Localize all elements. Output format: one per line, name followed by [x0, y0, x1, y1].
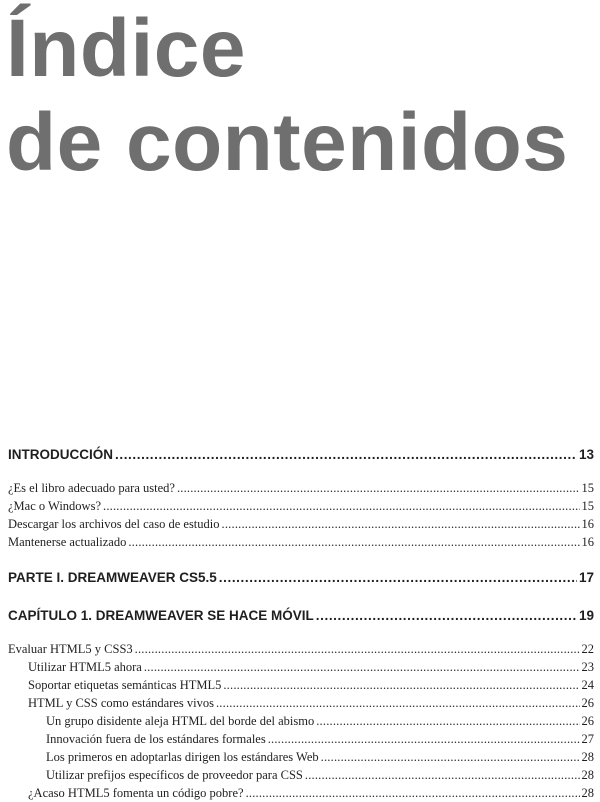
dot-leader [222, 515, 580, 533]
toc-entry-label: HTML y CSS como estándares vivos [28, 696, 214, 710]
toc-page-number: 26 [581, 714, 594, 728]
page-title [6, 2, 568, 190]
dot-leader [103, 497, 580, 515]
dot-leader [135, 640, 580, 658]
toc-page-number: 28 [581, 750, 594, 764]
dot-leader [321, 748, 580, 766]
toc-entry-label: ¿Mac o Windows? [8, 499, 101, 513]
toc-entry-label: Mantenerse actualizado [8, 535, 127, 549]
toc-section-title: PARTE I. DREAMWEAVER CS5.5 [8, 570, 217, 585]
toc-entry-label: Utilizar HTML5 ahora [28, 660, 142, 674]
toc-entry-label: Innovación fuera de los estándares formales [46, 732, 266, 746]
page-title-line-2: de contenidos [6, 97, 569, 188]
toc-page-number: 26 [581, 696, 594, 710]
toc-entry-label: Un grupo disidente aleja HTML del borde del abismo [46, 714, 315, 728]
dot-leader [216, 694, 580, 712]
toc-entry[interactable] [8, 712, 594, 730]
toc-section-title: INTRODUCCIÓN [8, 447, 113, 462]
dot-leader [268, 730, 580, 748]
toc-page-number: 13 [578, 447, 594, 462]
toc-entry-label: ¿Es el libro adecuado para usted? [8, 481, 175, 495]
toc-entry-label: Evaluar HTML5 y CSS3 [8, 642, 133, 656]
dot-leader [115, 444, 577, 466]
dot-leader [223, 676, 579, 694]
toc-page-number: 22 [581, 642, 594, 656]
dot-leader [144, 658, 580, 676]
toc-entry[interactable] [8, 748, 594, 766]
toc-section-introduccion[interactable] [8, 444, 594, 466]
toc-entry[interactable] [8, 784, 594, 802]
toc-entry-label: Utilizar prefijos específicos de proveedor para CSS [46, 768, 303, 782]
toc-entry-label: Los primeros en adoptarlas dirigen los estándares Web [46, 750, 319, 764]
toc-entry[interactable] [8, 479, 594, 497]
toc-entry-label: Descargar los archivos del caso de estudio [8, 517, 220, 531]
toc-entry[interactable] [8, 640, 594, 658]
toc-page-number: 23 [581, 660, 594, 674]
toc-entry[interactable] [8, 730, 594, 748]
toc-entry[interactable] [8, 497, 594, 515]
dot-leader [177, 479, 580, 497]
toc-page-number: 19 [578, 608, 594, 623]
dot-leader [305, 766, 580, 784]
toc-page-number: 27 [581, 732, 594, 746]
toc-section-title: CAPÍTULO 1. DREAMWEAVER SE HACE MÓVIL [8, 608, 314, 623]
table-of-contents [8, 444, 594, 802]
toc-entry[interactable] [8, 766, 594, 784]
toc-page-number: 24 [581, 678, 594, 692]
dot-leader [246, 784, 580, 802]
toc-section-capitulo-1[interactable] [8, 605, 594, 627]
toc-page-number: 16 [581, 535, 594, 549]
toc-page-number: 17 [578, 570, 594, 585]
toc-entry[interactable] [8, 658, 594, 676]
toc-page-number: 15 [581, 481, 594, 495]
toc-page-number: 16 [581, 517, 594, 531]
dot-leader [316, 605, 577, 627]
toc-page-number: 28 [581, 786, 594, 800]
toc-entry[interactable] [8, 676, 594, 694]
dot-leader [128, 533, 579, 551]
toc-entry[interactable] [8, 694, 594, 712]
page-title-line-1: Índice [6, 3, 246, 94]
toc-entry[interactable] [8, 515, 594, 533]
toc-entry-label: ¿Acaso HTML5 fomenta un código pobre? [28, 786, 244, 800]
dot-leader [219, 567, 577, 589]
dot-leader [316, 712, 579, 730]
toc-entry[interactable] [8, 533, 594, 551]
toc-section-parte-1[interactable] [8, 567, 594, 589]
toc-entry-label: Soportar etiquetas semánticas HTML5 [28, 678, 222, 692]
toc-page-number: 15 [581, 499, 594, 513]
toc-page-number: 28 [581, 768, 594, 782]
